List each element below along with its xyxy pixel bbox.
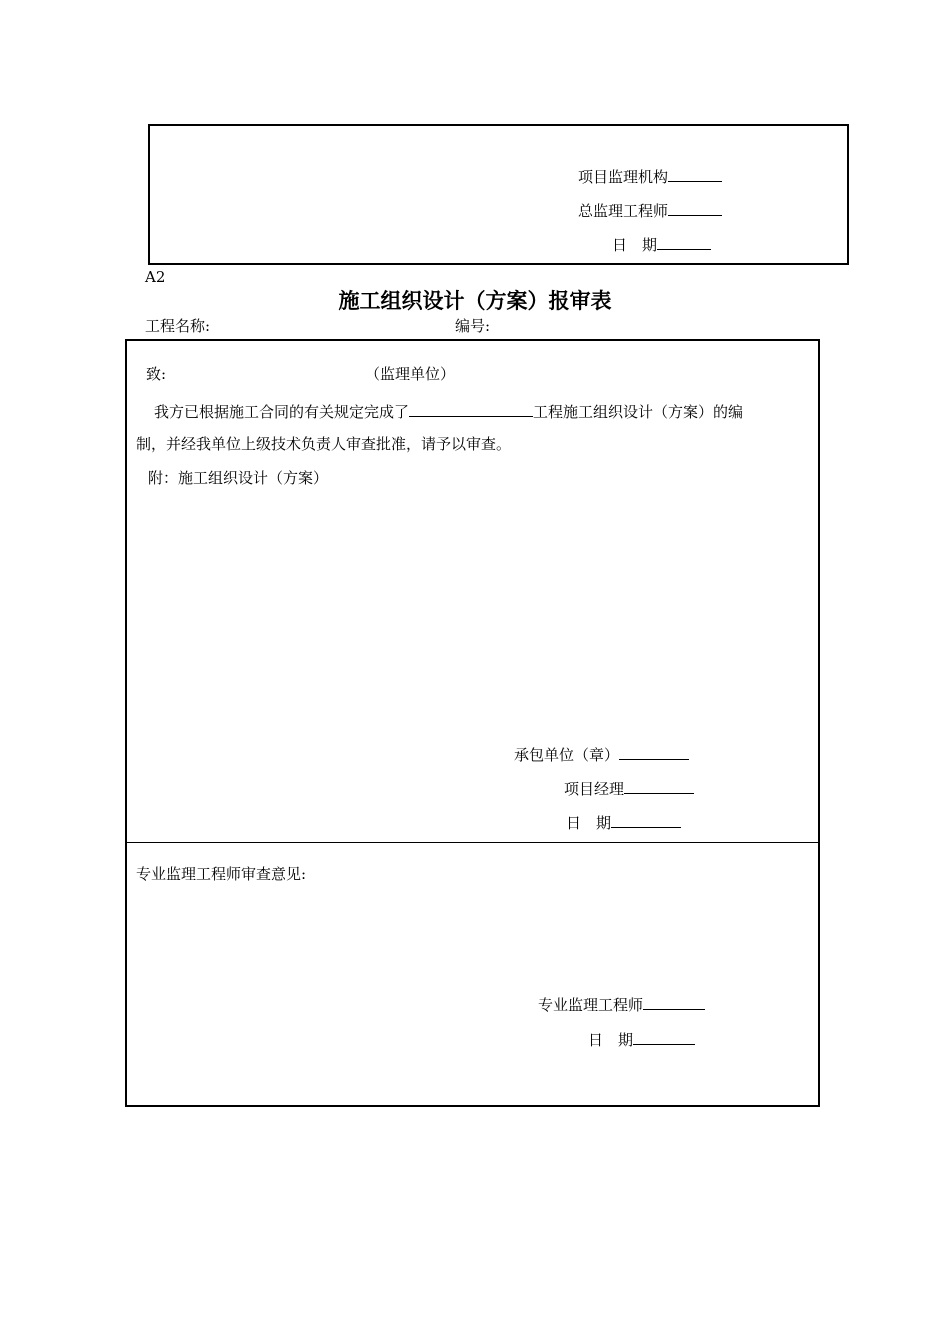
contractor-signature-field[interactable]	[619, 744, 689, 760]
section1-date-label: 日 期	[566, 814, 612, 832]
project-name-label: 工程名称:	[145, 317, 211, 335]
section2-date-label: 日 期	[588, 1031, 634, 1049]
opinion-label: 专业监理工程师审查意见:	[136, 865, 307, 883]
page-title: 施工组织设计（方案）报审表	[338, 289, 612, 313]
top-date-row	[612, 234, 711, 253]
number-label: 编号:	[455, 317, 491, 335]
body-text-part-2: 工程施工组织设计（方案）的编	[533, 403, 744, 421]
top-date-field[interactable]	[657, 234, 711, 250]
section1-date-row	[566, 812, 681, 831]
top-date-label: 日 期	[612, 236, 658, 254]
supervision-unit-label: （监理单位）	[365, 365, 456, 383]
engineer-signature-row	[538, 994, 705, 1013]
chief-engineer-signature-field[interactable]	[668, 200, 722, 216]
chief-engineer-signature-row	[578, 200, 722, 219]
section2-date-field[interactable]	[633, 1029, 695, 1045]
engineer-label: 专业监理工程师	[538, 996, 644, 1014]
top-signature-box	[148, 124, 849, 265]
chief-engineer-label: 总监理工程师	[578, 202, 669, 220]
attachment-label: 附：施工组织设计（方案）	[148, 469, 329, 487]
to-label: 致:	[146, 365, 167, 383]
project-blank-field[interactable]	[409, 401, 533, 417]
org-label: 项目监理机构	[578, 168, 669, 186]
org-signature-field[interactable]	[668, 166, 722, 182]
body-line-2: 制，并经我单位上级技术负责人审查批准，请予以审查。	[136, 435, 512, 453]
manager-signature-field[interactable]	[624, 778, 694, 794]
engineer-signature-field[interactable]	[643, 994, 705, 1010]
org-signature-row	[578, 166, 722, 185]
main-form-box	[125, 339, 820, 1107]
contractor-signature-row	[514, 744, 689, 763]
manager-signature-row	[564, 778, 694, 797]
body-text-part-1: 我方已根据施工合同的有关规定完成了	[154, 403, 410, 421]
section1-date-field[interactable]	[611, 812, 681, 828]
manager-label: 项目经理	[564, 780, 625, 798]
form-code: A2	[145, 268, 166, 286]
contractor-label: 承包单位（章）	[514, 746, 620, 764]
section2-date-row	[588, 1029, 695, 1048]
section-divider	[127, 842, 818, 843]
body-line-1	[154, 401, 743, 420]
